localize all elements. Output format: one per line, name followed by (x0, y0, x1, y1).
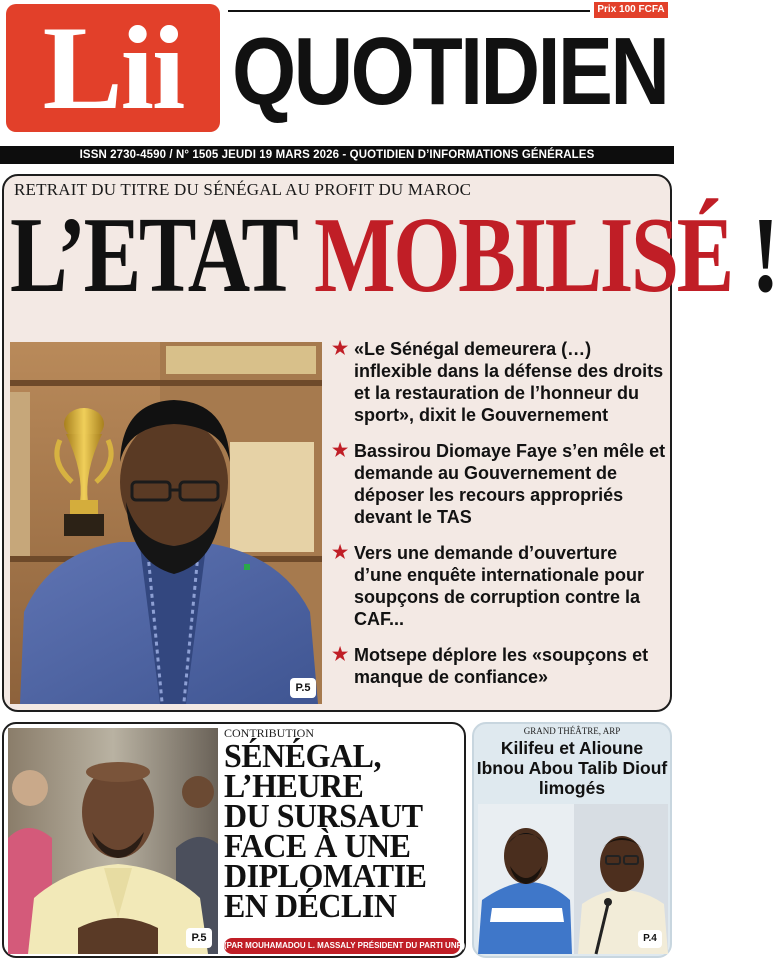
issue-info-bar: ISSN 2730-4590 / N° 1505 JEUDI 19 MARS 2026 - QUOTIDIEN D’INFORMATIONS GÉNÉRALES (0, 146, 674, 164)
author-portrait-image (8, 728, 218, 954)
main-headline (10, 196, 777, 316)
main-story-bullets (332, 338, 670, 702)
headline-part-2: MOBILISÉ (314, 196, 732, 315)
bullet-item (332, 338, 670, 426)
headline-part-1: L’ETAT (10, 196, 315, 315)
title-line: DIPLOMATIE (224, 858, 427, 895)
bullet-item (332, 542, 670, 630)
star-bullet-icon: ★ (332, 440, 349, 460)
contribution-photo (8, 728, 218, 954)
title-line: SÉNÉGAL, (224, 738, 381, 775)
contribution-label: CONTRIBUTION (224, 726, 314, 740)
page-reference-badge: P.5 (290, 678, 316, 698)
star-bullet-icon: ★ (332, 338, 349, 358)
side-story-label: GRAND THÉÂTRE, ARP (523, 726, 621, 736)
contribution-title (224, 738, 464, 925)
newspaper-title: QUOTIDIEN (232, 18, 668, 125)
title-line: L’HEURE (224, 768, 364, 805)
price-badge: Prix 100 FCFA (594, 2, 668, 18)
bullet-text: Bassirou Diomaye Faye s’en mêle et demande au Gouvernement de déposer les recours appropriés devant le TAS (354, 441, 666, 527)
title-line: FACE À UNE (224, 828, 411, 865)
page-reference-badge: P.4 (638, 930, 662, 948)
main-story-kicker: RETRAIT DU TITRE DU SÉNÉGAL AU PROFIT DU MAROC (14, 180, 472, 199)
bullet-text: «Le Sénégal demeurera (…) inflexible dans la défense des droits et la restauration de l’honneur du sport», dixit le Gouvernement (354, 339, 664, 425)
page-reference-badge: P.5 (186, 928, 212, 948)
newspaper-logo (6, 1, 220, 134)
side-story-card (472, 722, 672, 958)
bullet-text: Vers une demande d’ouverture d’une enquête internationale pour soupçons de corruption contre la CAF... (354, 543, 645, 629)
headline-part-3: ! (731, 196, 777, 315)
side-story-title: Kilifeu et Alioune Ibnou Abou Talib Diouf limogés (476, 738, 668, 798)
title-line: DU SURSAUT (224, 798, 423, 835)
title-line: EN DÉCLIN (224, 888, 397, 925)
bullet-item (332, 644, 670, 688)
star-bullet-icon: ★ (332, 542, 349, 562)
side-story-photo (478, 804, 668, 954)
contribution-card (2, 722, 466, 958)
logo-text: Lii (42, 1, 184, 134)
star-bullet-icon: ★ (332, 644, 349, 664)
president-portrait-image (10, 342, 322, 704)
bullet-item (332, 440, 670, 528)
main-story-card (2, 174, 777, 712)
main-story-photo (10, 342, 322, 704)
bullet-text: Motsepe déplore les «soupçons et manque de confiance» (354, 645, 649, 687)
contribution-author: (PAR MOUHAMADOU L. MASSALY PRÉSIDENT DU PARTI UNR) (224, 938, 460, 954)
